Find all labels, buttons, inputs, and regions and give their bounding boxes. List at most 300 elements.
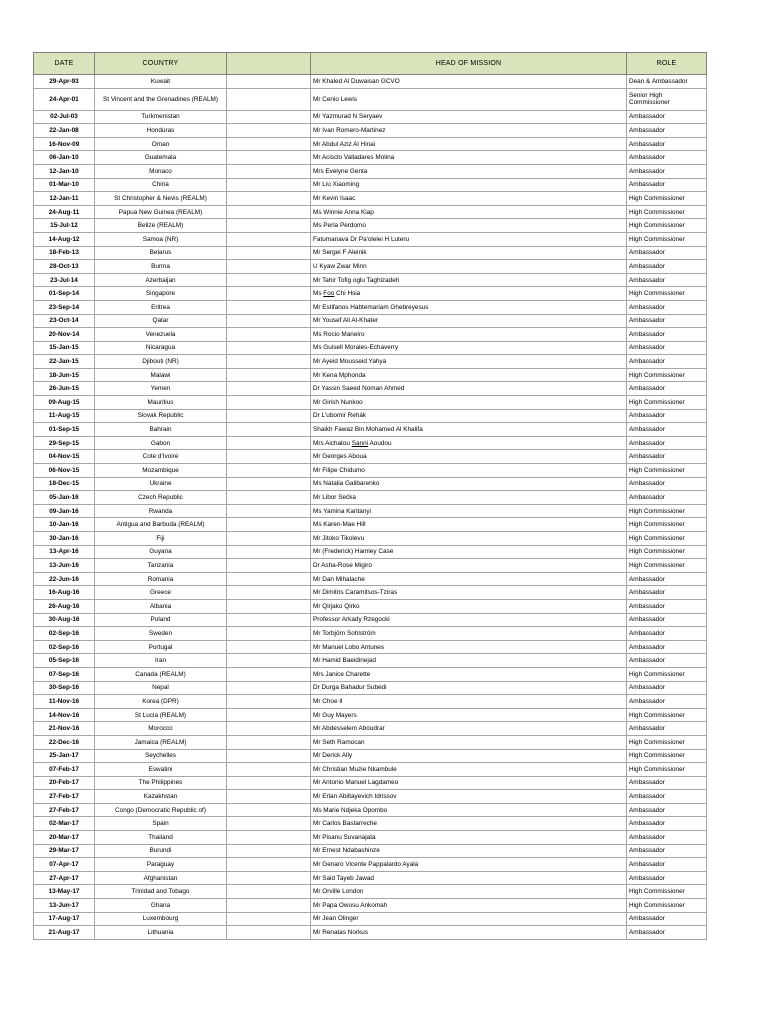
cell-date: 02-Sep-16 [34, 640, 95, 654]
table-body [34, 75, 707, 940]
cell-role: High Commissioner [627, 232, 707, 246]
cell-date: 11-Nov-16 [34, 695, 95, 709]
cell-head-of-mission: Mr Georges Aboua [311, 450, 627, 464]
cell-date: 02-Mar-17 [34, 817, 95, 831]
cell-date: 18-Feb-13 [34, 246, 95, 260]
cell-role: Ambassador [627, 423, 707, 437]
cell-date: 05-Jan-16 [34, 491, 95, 505]
cell-date: 22-Dec-16 [34, 735, 95, 749]
cell-spacer [227, 858, 311, 872]
table-row [34, 477, 707, 491]
cell-country: Venezuela [95, 328, 227, 342]
cell-head-of-mission [311, 287, 627, 301]
cell-head-of-mission: Mr Guy Mayers [311, 708, 627, 722]
cell-head-of-mission: Mr Derick Ally [311, 749, 627, 763]
cell-country: Eswatini [95, 763, 227, 777]
header-head-of-mission: HEAD OF MISSION [311, 53, 627, 75]
cell-date: 23-Oct-14 [34, 314, 95, 328]
cell-head-of-mission: Mr Libor Sečka [311, 491, 627, 505]
cell-country: Eritrea [95, 300, 227, 314]
cell-date: 15-Jan-15 [34, 341, 95, 355]
cell-country: Belarus [95, 246, 227, 260]
cell-country: Trinidad and Tobago [95, 885, 227, 899]
cell-country: Gabon [95, 436, 227, 450]
cell-head-of-mission: Mr Girish Nunkoo [311, 396, 627, 410]
cell-country: Papua New Guinea (REALM) [95, 205, 227, 219]
cell-head-of-mission: Mr Hamid Baeidinejad [311, 654, 627, 668]
cell-country: Luxembourg [95, 912, 227, 926]
cell-head-of-mission: Mr Kevin Isaac [311, 192, 627, 206]
cell-role: Ambassador [627, 178, 707, 192]
cell-country: Sweden [95, 627, 227, 641]
cell-head-of-mission: Ms Karen-Mae Hill [311, 518, 627, 532]
cell-date: 13-Jun-17 [34, 899, 95, 913]
cell-spacer [227, 817, 311, 831]
cell-date: 23-Sep-14 [34, 300, 95, 314]
cell-date: 01-Sep-14 [34, 287, 95, 301]
cell-role: High Commissioner [627, 899, 707, 913]
cell-date: 07-Feb-17 [34, 763, 95, 777]
cell-country: Samoa (NR) [95, 232, 227, 246]
cell-role: Ambassador [627, 640, 707, 654]
cell-country: Romania [95, 572, 227, 586]
cell-role: Ambassador [627, 491, 707, 505]
cell-head-of-mission: Mr Kena Mphonda [311, 368, 627, 382]
cell-date: 29-Sep-15 [34, 436, 95, 450]
cell-head-of-mission: Mrs Evelyne Genta [311, 164, 627, 178]
table-row [34, 341, 707, 355]
cell-date: 12-Jan-11 [34, 192, 95, 206]
table-row [34, 192, 707, 206]
cell-country: China [95, 178, 227, 192]
cell-date: 21-Aug-17 [34, 926, 95, 940]
table-row [34, 599, 707, 613]
cell-date: 22-Jan-15 [34, 355, 95, 369]
table-row [34, 219, 707, 233]
cell-spacer [227, 776, 311, 790]
cell-spacer [227, 246, 311, 260]
cell-role: Ambassador [627, 151, 707, 165]
cell-date: 22-Jun-16 [34, 572, 95, 586]
cell-head-of-mission: Mr Cenio Lewis [311, 88, 627, 110]
cell-spacer [227, 368, 311, 382]
cell-date: 09-Aug-15 [34, 396, 95, 410]
cell-date: 16-Aug-16 [34, 586, 95, 600]
cell-spacer [227, 477, 311, 491]
table-row [34, 382, 707, 396]
cell-role: Ambassador [627, 260, 707, 274]
cell-date: 20-Mar-17 [34, 831, 95, 845]
cell-date: 27-Feb-17 [34, 790, 95, 804]
table-row [34, 681, 707, 695]
cell-country: Czech Republic [95, 491, 227, 505]
cell-spacer [227, 219, 311, 233]
cell-date: 02-Jul-03 [34, 110, 95, 124]
table-row [34, 912, 707, 926]
cell-country: Belize (REALM) [95, 219, 227, 233]
cell-country: Bahrain [95, 423, 227, 437]
table-row [34, 790, 707, 804]
cell-spacer [227, 450, 311, 464]
cell-country: Nepal [95, 681, 227, 695]
cell-role: Ambassador [627, 695, 707, 709]
table-row [34, 586, 707, 600]
table-row [34, 423, 707, 437]
cell-country: Spain [95, 817, 227, 831]
cell-date: 01-Mar-10 [34, 178, 95, 192]
cell-spacer [227, 273, 311, 287]
cell-role: Ambassador [627, 450, 707, 464]
cell-country: Cote d'Ivoire [95, 450, 227, 464]
cell-date: 13-Jun-16 [34, 559, 95, 573]
cell-role: Ambassador [627, 164, 707, 178]
table-row [34, 88, 707, 110]
table-row [34, 137, 707, 151]
cell-date: 07-Apr-17 [34, 858, 95, 872]
cell-date: 22-Jan-08 [34, 124, 95, 138]
cell-role: Ambassador [627, 314, 707, 328]
cell-role: High Commissioner [627, 885, 707, 899]
cell-country: Albania [95, 599, 227, 613]
name-part: Chi Hsia [334, 290, 361, 298]
cell-role: Ambassador [627, 300, 707, 314]
cell-spacer [227, 831, 311, 845]
cell-spacer [227, 205, 311, 219]
cell-country: Malawi [95, 368, 227, 382]
cell-country: Kazakhstan [95, 790, 227, 804]
cell-country: Seychelles [95, 749, 227, 763]
cell-role: Ambassador [627, 599, 707, 613]
cell-spacer [227, 436, 311, 450]
cell-spacer [227, 110, 311, 124]
cell-country: Korea (DPR) [95, 695, 227, 709]
cell-spacer [227, 382, 311, 396]
cell-country: Guatemala [95, 151, 227, 165]
diplomatic-list-sheet [33, 52, 706, 940]
table-row [34, 763, 707, 777]
cell-role: Ambassador [627, 246, 707, 260]
header-date: DATE [34, 53, 95, 75]
cell-date: 16-Nov-09 [34, 137, 95, 151]
name-part: Mrs Aichatou [313, 439, 352, 447]
cell-country: Burma [95, 260, 227, 274]
cell-head-of-mission: Shaikh Fawaz Bin Mohamed Al Khalifa [311, 423, 627, 437]
cell-head-of-mission: Mr Yazmurad N Seryaev [311, 110, 627, 124]
cell-country: Poland [95, 613, 227, 627]
cell-date: 23-Jul-14 [34, 273, 95, 287]
cell-role: High Commissioner [627, 219, 707, 233]
cell-role: Ambassador [627, 355, 707, 369]
table-row [34, 858, 707, 872]
cell-spacer [227, 627, 311, 641]
cell-head-of-mission: Mr Ayeid Mousseid Yahya [311, 355, 627, 369]
cell-role: High Commissioner [627, 735, 707, 749]
cell-country: Rwanda [95, 504, 227, 518]
table-row [34, 178, 707, 192]
cell-country: Tanzania [95, 559, 227, 573]
cell-country: Paraguay [95, 858, 227, 872]
header-spacer [227, 53, 311, 75]
cell-country: Monaco [95, 164, 227, 178]
cell-role: Ambassador [627, 382, 707, 396]
cell-country: Mauritius [95, 396, 227, 410]
cell-spacer [227, 681, 311, 695]
header-row [34, 53, 707, 75]
table-row [34, 926, 707, 940]
cell-head-of-mission: Mr Acisclo Valladares Molina [311, 151, 627, 165]
cell-spacer [227, 763, 311, 777]
table-row [34, 314, 707, 328]
cell-head-of-mission: Mr (Frederick) Hamley Case [311, 545, 627, 559]
cell-spacer [227, 341, 311, 355]
cell-role: Ambassador [627, 912, 707, 926]
cell-country: Mozambique [95, 464, 227, 478]
cell-role: Ambassador [627, 436, 707, 450]
table-row [34, 110, 707, 124]
cell-role: Ambassador [627, 627, 707, 641]
cell-country: The Philippines [95, 776, 227, 790]
cell-date: 18-Jun-15 [34, 368, 95, 382]
cell-date: 26-Aug-16 [34, 599, 95, 613]
cell-country: Singapore [95, 287, 227, 301]
cell-date: 18-Dec-15 [34, 477, 95, 491]
cell-head-of-mission: Mr Khaled Al Duwaisan GCVO [311, 75, 627, 89]
cell-spacer [227, 885, 311, 899]
cell-head-of-mission [311, 436, 627, 450]
cell-head-of-mission: Mr Christian Muzie Nkambule [311, 763, 627, 777]
cell-head-of-mission: Fatumanava Dr Pa'olelei H Luteru [311, 232, 627, 246]
cell-spacer [227, 654, 311, 668]
cell-country: Burundi [95, 844, 227, 858]
table-row [34, 124, 707, 138]
cell-date: 11-Aug-15 [34, 409, 95, 423]
table-row [34, 75, 707, 89]
cell-spacer [227, 124, 311, 138]
cell-spacer [227, 912, 311, 926]
cell-role: Ambassador [627, 137, 707, 151]
cell-country: Oman [95, 137, 227, 151]
cell-spacer [227, 464, 311, 478]
cell-spacer [227, 300, 311, 314]
cell-country: Jamaica (REALM) [95, 735, 227, 749]
cell-country: Azerbaijan [95, 273, 227, 287]
underlined-name-part: Sanni [351, 439, 369, 447]
cell-date: 13-May-17 [34, 885, 95, 899]
table-row [34, 749, 707, 763]
cell-date: 27-Apr-17 [34, 871, 95, 885]
cell-role: Ambassador [627, 831, 707, 845]
cell-country: Afghanistan [95, 871, 227, 885]
cell-role: High Commissioner [627, 518, 707, 532]
cell-country: Congo (Democratic Republic of) [95, 803, 227, 817]
cell-head-of-mission: Mr Manuel Lobo Antunes [311, 640, 627, 654]
cell-spacer [227, 599, 311, 613]
cell-spacer [227, 232, 311, 246]
cell-head-of-mission: Mr Estifanos Habtemariam Ghebreyesus [311, 300, 627, 314]
cell-spacer [227, 396, 311, 410]
cell-country: Lithuania [95, 926, 227, 940]
table-row [34, 464, 707, 478]
table-row [34, 450, 707, 464]
cell-role: Senior High Commissioner [627, 88, 707, 110]
table-row [34, 722, 707, 736]
cell-spacer [227, 192, 311, 206]
cell-head-of-mission: Mr Yousef Ali Al-Khater [311, 314, 627, 328]
cell-head-of-mission: U Kyaw Zwar Minn [311, 260, 627, 274]
cell-role: Ambassador [627, 871, 707, 885]
name-part: Aoudou [368, 439, 392, 447]
cell-head-of-mission: Ms Natalia Galibarenko [311, 477, 627, 491]
table-row [34, 871, 707, 885]
cell-head-of-mission: Mrs Janice Charette [311, 667, 627, 681]
cell-date: 05-Sep-16 [34, 654, 95, 668]
cell-role: High Commissioner [627, 205, 707, 219]
cell-spacer [227, 708, 311, 722]
table-row [34, 735, 707, 749]
cell-spacer [227, 75, 311, 89]
cell-date: 29-Apr-93 [34, 75, 95, 89]
heads-of-mission-table [33, 52, 707, 940]
cell-spacer [227, 559, 311, 573]
cell-head-of-mission: Dr Durga Bahadur Subedi [311, 681, 627, 695]
cell-spacer [227, 260, 311, 274]
cell-spacer [227, 667, 311, 681]
cell-head-of-mission: Mr Jitoko Tikolevu [311, 532, 627, 546]
cell-country: Djibouti (NR) [95, 355, 227, 369]
cell-date: 09-Jan-16 [34, 504, 95, 518]
cell-spacer [227, 735, 311, 749]
table-row [34, 205, 707, 219]
cell-spacer [227, 926, 311, 940]
cell-spacer [227, 151, 311, 165]
cell-country: Turkmenistan [95, 110, 227, 124]
cell-role: Ambassador [627, 586, 707, 600]
cell-role: Ambassador [627, 776, 707, 790]
cell-head-of-mission: Mr Erlan Abiltayevich Idrissov [311, 790, 627, 804]
cell-country: Fiji [95, 532, 227, 546]
cell-date: 29-Mar-17 [34, 844, 95, 858]
underlined-name-part: Foo [323, 290, 335, 298]
table-row [34, 831, 707, 845]
table-row [34, 572, 707, 586]
cell-head-of-mission: Mr Antonio Manuel Lagdameo [311, 776, 627, 790]
cell-country: Thailand [95, 831, 227, 845]
cell-head-of-mission: Mr Seth Ramocan [311, 735, 627, 749]
cell-country: Nicaragua [95, 341, 227, 355]
table-row [34, 640, 707, 654]
table-row [34, 355, 707, 369]
cell-role: High Commissioner [627, 559, 707, 573]
cell-date: 28-Oct-13 [34, 260, 95, 274]
cell-head-of-mission: Mr Papa Owusu Ankomah [311, 899, 627, 913]
cell-date: 02-Sep-16 [34, 627, 95, 641]
table-row [34, 559, 707, 573]
cell-role: High Commissioner [627, 545, 707, 559]
table-row [34, 491, 707, 505]
cell-head-of-mission: Mr Orville London [311, 885, 627, 899]
table-row [34, 151, 707, 165]
table-row [34, 436, 707, 450]
cell-head-of-mission: Mr Pisanu Suvanajata [311, 831, 627, 845]
table-row [34, 246, 707, 260]
table-row [34, 532, 707, 546]
cell-country: Ukraine [95, 477, 227, 491]
table-row [34, 899, 707, 913]
cell-date: 25-Jan-17 [34, 749, 95, 763]
cell-spacer [227, 287, 311, 301]
cell-date: 26-Jun-15 [34, 382, 95, 396]
cell-country: Iran [95, 654, 227, 668]
header-country: COUNTRY [95, 53, 227, 75]
cell-spacer [227, 328, 311, 342]
cell-spacer [227, 314, 311, 328]
cell-country: Ghana [95, 899, 227, 913]
cell-country: St Lucia (REALM) [95, 708, 227, 722]
cell-head-of-mission: Ms Guisell Morales-Echaverry [311, 341, 627, 355]
cell-date: 24-Apr-01 [34, 88, 95, 110]
cell-head-of-mission: Ms Perla Perdomo [311, 219, 627, 233]
cell-spacer [227, 504, 311, 518]
cell-spacer [227, 722, 311, 736]
cell-country: Portugal [95, 640, 227, 654]
cell-role: Dean & Ambassador [627, 75, 707, 89]
cell-head-of-mission: Mr Dan Mihalache [311, 572, 627, 586]
cell-role: High Commissioner [627, 368, 707, 382]
cell-spacer [227, 613, 311, 627]
table-row [34, 708, 707, 722]
cell-date: 06-Jan-10 [34, 151, 95, 165]
cell-date: 12-Jan-10 [34, 164, 95, 178]
cell-role: Ambassador [627, 477, 707, 491]
cell-country: St Vincent and the Grenadines (REALM) [95, 88, 227, 110]
cell-head-of-mission: Ms Marie Ndjeka Opombo [311, 803, 627, 817]
table-row [34, 844, 707, 858]
cell-role: High Commissioner [627, 749, 707, 763]
cell-date: 06-Nov-15 [34, 464, 95, 478]
cell-role: Ambassador [627, 654, 707, 668]
cell-date: 24-Aug-11 [34, 205, 95, 219]
cell-role: High Commissioner [627, 667, 707, 681]
cell-country: Morocco [95, 722, 227, 736]
cell-spacer [227, 545, 311, 559]
cell-role: High Commissioner [627, 287, 707, 301]
cell-role: High Commissioner [627, 504, 707, 518]
cell-date: 10-Jan-16 [34, 518, 95, 532]
cell-role: Ambassador [627, 722, 707, 736]
cell-spacer [227, 518, 311, 532]
cell-head-of-mission: Mr Abdesselem Aboudrar [311, 722, 627, 736]
cell-role: Ambassador [627, 803, 707, 817]
cell-role: Ambassador [627, 681, 707, 695]
table-row [34, 518, 707, 532]
cell-head-of-mission: Dr Asha-Rose Migiro [311, 559, 627, 573]
cell-role: Ambassador [627, 273, 707, 287]
cell-spacer [227, 586, 311, 600]
header-role: ROLE [627, 53, 707, 75]
cell-role: Ambassador [627, 790, 707, 804]
cell-date: 30-Jan-16 [34, 532, 95, 546]
cell-country: Yemen [95, 382, 227, 396]
table-row [34, 396, 707, 410]
cell-head-of-mission: Mr Tahir Tofig oglu Taghizadeh [311, 273, 627, 287]
cell-spacer [227, 572, 311, 586]
cell-date: 17-Aug-17 [34, 912, 95, 926]
cell-date: 30-Aug-16 [34, 613, 95, 627]
table-row [34, 504, 707, 518]
cell-head-of-mission: Dr L'ubomir Rehák [311, 409, 627, 423]
table-row [34, 232, 707, 246]
cell-spacer [227, 803, 311, 817]
